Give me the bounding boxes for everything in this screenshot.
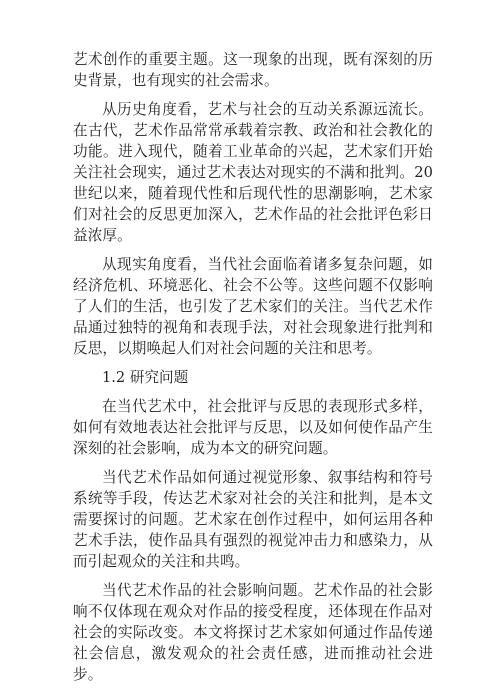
section-heading: 1.2 研究问题 <box>102 369 189 386</box>
paragraph-social-impact: 当代艺术作品的社会影响问题。艺术作品的社会影响不仅体现在观众对作品的接受程度，还体现在作品对社会的实际改变。本文将探讨艺术家如何通过作品传递社会信息，激发观众的社会责任感，进而推动社会进步。 <box>73 582 433 683</box>
paragraph-current-perspective: 从现实角度看，当代社会面临着诸多复杂问题，如经济危机、环境恶化、社会不公等。这些问题不仅影响了人们的生活，也引发了艺术家们的关注。当代艺术作品通过独特的视角和表现手法，对社会现象进行批判和反思，以期唤起人们对社会问题的关注和思考。 <box>73 256 433 357</box>
paragraph-historical-perspective: 从历史角度看，艺术与社会的互动关系源远流长。在古代，艺术作品常常承载着宗教、政治和社会教化的功能。进入现代，随着工业革命的兴起，艺术家们开始关注社会现实，通过艺术表达对现实的不满和批判。20 世纪以来，随着现代性和后现代性的思潮影响，艺术家们对社会的反思更加深入，艺术作品的社会批评色彩日益浓厚。 <box>73 101 433 244</box>
paragraph-continuation: 艺术创作的重要主题。这一现象的出现，既有深刻的历史背景，也有现实的社会需求。 <box>73 51 433 89</box>
document-body <box>73 49 433 693</box>
paragraph-expression-methods: 当代艺术作品如何通过视觉形象、叙事结构和符号系统等手段，传达艺术家对社会的关注和批判，是本文需要探讨的问题。艺术家在创作过程中，如何运用各种艺术手法，使作品具有强烈的视觉冲击力和感染力，从而引起观众的关注和共鸣。 <box>73 469 433 570</box>
paragraph-research-question: 在当代艺术中，社会批评与反思的表现形式多样，如何有效地表达社会批评与反思，以及如何使作品产生深刻的社会影响，成为本文的研究问题。 <box>73 398 433 457</box>
